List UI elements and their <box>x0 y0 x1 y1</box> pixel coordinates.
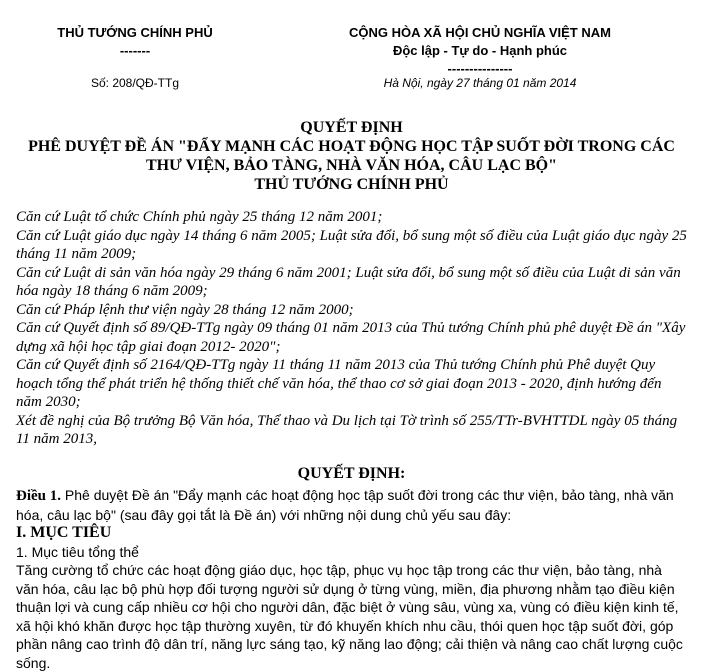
issuing-authority-block <box>30 24 240 60</box>
motto-rule: --------------- <box>447 61 513 76</box>
section-heading: I. MỤC TIÊU <box>16 524 112 541</box>
body-paragraph: Tăng cường tổ chức các hoạt động giáo dục, học tập, phục vụ học tập trong các thư viện, bảo tàng, nhà văn hóa, câu lạc bộ phù hợp đối tượng người sử dụng ở từng vùng, miền, địa phương nhằm tạo điều kiện thuận lợi và cung cấp nhiều cơ hội cho người dân, đặc biệt ở vùng sâu, vùng xa, vùng có điều kiện kinh tế, xã hội khó khăn được học tập thường xuyên, từ đó khuyến khích nhu cầu, thói quen học tập suốt đời, góp phần nâng cao trình độ dân trí, năng lực sáng tạo, kỹ năng lao động; cải thiện và nâng cao chất lượng cuộc sống. <box>16 562 683 671</box>
legal-basis-item: Căn cứ Quyết định số 89/QĐ-TTg ngày 09 tháng 01 năm 2013 của Thủ tướng Chính phủ phê duyệt Đề án "Xây dựng xã hội học tập giai đoạn 2012- 2020"; <box>16 320 686 355</box>
issuing-authority: THỦ TƯỚNG CHÍNH PHỦ <box>57 25 213 40</box>
subsection-heading: 1. Mục tiêu tổng thể <box>16 543 139 560</box>
legal-basis-item: Căn cứ Luật di sản văn hóa ngày 29 tháng 6 năm 2001; Luật sửa đổi, bổ sung một số điều của Luật di sản văn hóa ngày 18 tháng 6 năm 2009; <box>16 264 681 299</box>
article-1-text: Phê duyệt Đề án "Đẩy mạnh các hoạt động học tập suốt đời trong các thư viện, bảo tàng, nhà văn hóa, câu lạc bộ" (sau đây gọi tắt là Đề án) với những nội dung chủ yếu sau đây: <box>16 487 674 523</box>
article-1 <box>16 486 688 524</box>
article-1-label: Điều 1. <box>16 488 61 504</box>
national-title-block <box>290 24 670 78</box>
issuer-title: THỦ TƯỚNG CHÍNH PHỦ <box>254 176 449 193</box>
legal-basis-item: Căn cứ Quyết định số 2164/QĐ-TTg ngày 11 tháng 11 năm 2013 của Thủ tướng Chính phủ Phê duyệt Quy hoạch tổng thể phát triển hệ thống thiết chế văn hóa, thể thao cơ sở giai đoạn 2013 - 2020, định hướng đến năm 2030; <box>16 357 662 410</box>
document-number: Số: 208/QĐ-TTg <box>90 76 180 90</box>
decision-heading: QUYẾT ĐỊNH: <box>297 465 406 482</box>
legal-basis-item: Căn cứ Pháp lệnh thư viện ngày 28 tháng 12 năm 2000; <box>16 301 354 318</box>
national-motto: Độc lập - Tự do - Hạnh phúc <box>392 43 568 58</box>
legal-basis-item: Căn cứ Luật tổ chức Chính phủ ngày 25 tháng 12 năm 2001; <box>16 209 383 225</box>
legal-bases <box>16 208 688 449</box>
decision-body <box>16 486 688 672</box>
nation-name: CỘNG HÒA XÃ HỘI CHỦ NGHĨA VIỆT NAM <box>349 25 611 40</box>
authority-rule: ------- <box>119 43 151 58</box>
legal-basis-item: Xét đề nghị của Bộ trưởng Bộ Văn hóa, Thể thao và Du lịch tại Tờ trình số 255/TTr-BVHTTDL ngày 05 tháng 11 năm 2013, <box>16 412 678 447</box>
document-subject-line-1: PHÊ DUYỆT ĐỀ ÁN "ĐẨY MẠNH CÁC HOẠT ĐỘNG HỌC TẬP SUỐT ĐỜI TRONG CÁC <box>28 138 675 155</box>
document-title <box>10 118 693 194</box>
legal-basis-item: Căn cứ Luật giáo dục ngày 14 tháng 6 năm 2005; Luật sửa đổi, bổ sung một số điều của Luật giáo dục ngày 25 tháng 11 năm 2009; <box>16 227 687 262</box>
document-type: QUYẾT ĐỊNH <box>300 119 403 136</box>
document-subject-line-2: THƯ VIỆN, BẢO TÀNG, NHÀ VĂN HÓA, CÂU LẠC BỘ" <box>146 157 557 174</box>
place-and-date: Hà Nội, ngày 27 tháng 01 năm 2014 <box>383 76 577 90</box>
